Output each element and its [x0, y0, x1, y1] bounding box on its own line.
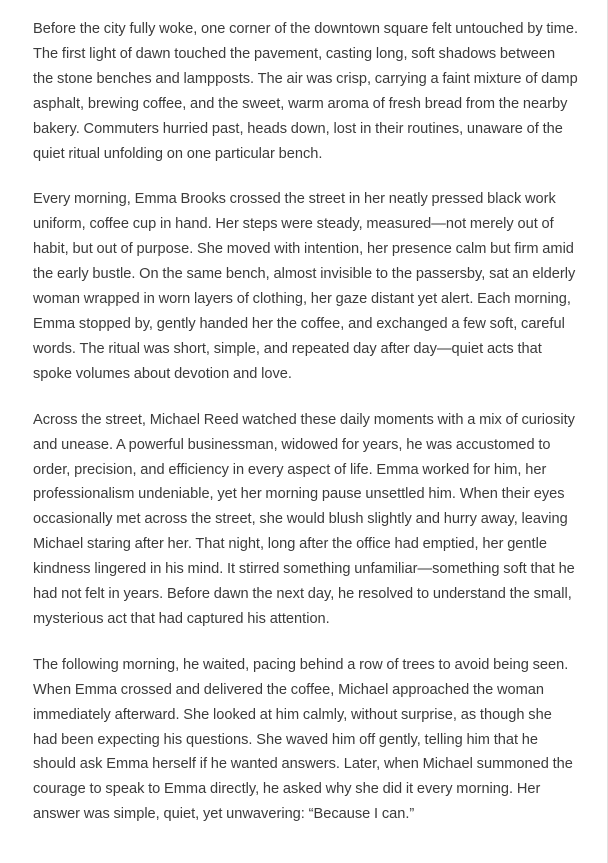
paragraph-michael-watches: Across the street, Michael Reed watched these daily moments with a mix of curiosity and unease. A powerful businessman, widowed for years, he was accustomed to order, precision, and efficiency in every aspect of life. Emma worked for him, her professionalism undeniable, yet her morning pause unsettled him. When their eyes occasionally met across the street, she would blush slightly and hurry away, leaving Michael staring after her. That night, long after the office had emptied, her gentle kindness lingered in his mind. It stirred something unfamiliar—something soft that he had not felt in years. Before dawn the next day, he resolved to understand the small, mysterious act that had captured his attention.: [33, 411, 575, 627]
paragraph-emma-ritual: Every morning, Emma Brooks crossed the street in her neatly pressed black work uniform, coffee cup in hand. Her steps were steady, measured—not merely out of habit, but out of purpose. She moved with intention, her presence calm but firm amid the early bustle. On the same bench, almost invisible to the passersby, sat an elderly woman wrapped in worn layers of clothing, her gaze distant yet alert. Each morning, Emma stopped by, gently handed her the coffee, and exchanged a few soft, careful words. The ritual was short, simple, and repeated day after day—quiet acts that spoke volumes about devotion and love.: [33, 191, 576, 382]
paragraph-dawn-square: Before the city fully woke, one corner of the downtown square felt untouched by time. The first light of dawn touched the pavement, casting long, soft shadows between the stone benches and lampposts. The air was crisp, carrying a faint mixture of damp asphalt, brewing coffee, and the sweet, warm aroma of fresh bread from the nearby bakery. Commuters hurried past, heads down, lost in their routines, unaware of the quiet ritual unfolding on one particular bench.: [33, 21, 578, 162]
article-body: [33, 17, 579, 827]
paragraph-following-morning: The following morning, he waited, pacing behind a row of trees to avoid being seen. When Emma crossed and delivered the coffee, Michael approached the woman immediately afterward. She looked at him calmly, without surprise, as though she had been expecting his questions. She waved him off gently, telling him that he should ask Emma herself if he wanted answers. Later, when Michael summoned the courage to speak to Emma directly, he asked why she did it every morning. Her answer was simple, quiet, yet unwavering: “Because I can.”: [33, 656, 573, 823]
